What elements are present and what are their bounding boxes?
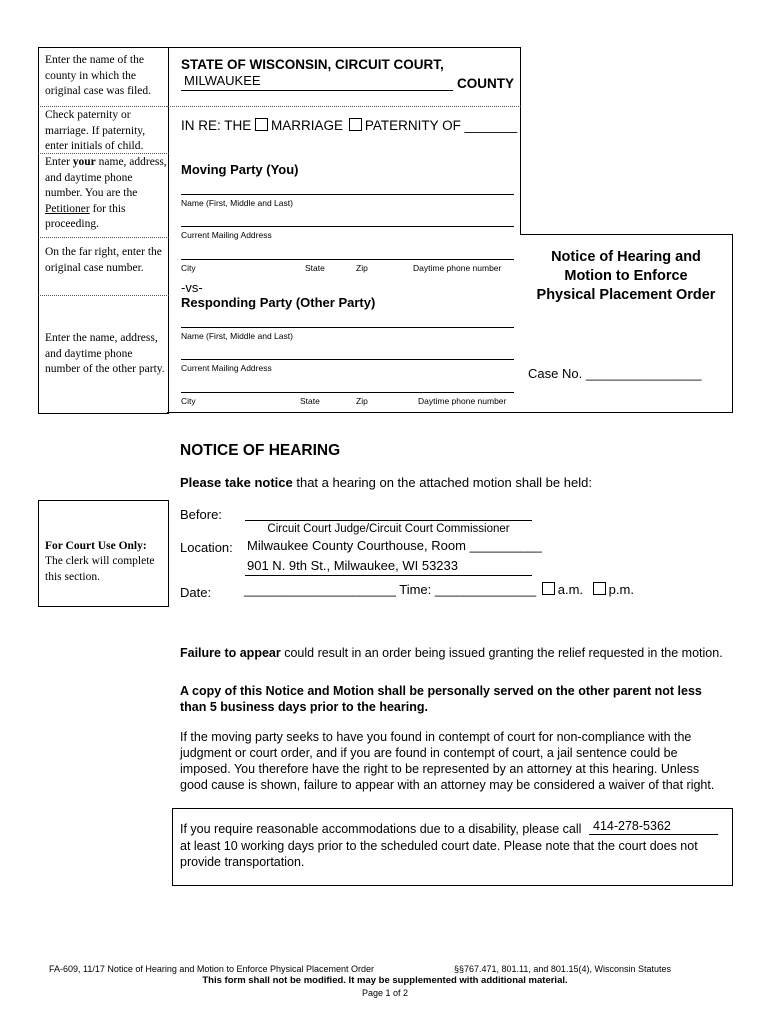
responding-phone-label: Daytime phone number bbox=[418, 396, 507, 406]
responding-name-field[interactable] bbox=[181, 327, 514, 328]
document-title: Notice of Hearing and Motion to Enforce Physical Placement Order bbox=[536, 249, 716, 303]
caption-top-border bbox=[167, 47, 521, 48]
moving-address-label: Current Mailing Address bbox=[181, 230, 272, 240]
pm-checkbox[interactable] bbox=[593, 582, 606, 595]
responding-state-label: State bbox=[300, 396, 320, 406]
accommodation-line1: If you require reasonable accommodations due to a disability, please call bbox=[180, 822, 582, 836]
responding-name-label: Name (First, Middle and Last) bbox=[181, 331, 293, 341]
time-label: Time: bbox=[399, 582, 432, 597]
address-underline bbox=[245, 575, 532, 576]
judge-caption: Circuit Court Judge/Circuit Court Commissioner bbox=[267, 523, 510, 535]
responding-city-label: City bbox=[181, 396, 196, 406]
county-field[interactable]: MILWAUKEE bbox=[184, 73, 261, 88]
time-field[interactable]: ______________ bbox=[434, 582, 537, 597]
note-case-number: On the far right, enter the original case number. bbox=[45, 246, 162, 274]
before-field[interactable] bbox=[245, 520, 532, 521]
caption-divider bbox=[520, 47, 521, 234]
case-number-field[interactable]: ________________ bbox=[585, 366, 702, 381]
moving-name-label: Name (First, Middle and Last) bbox=[181, 198, 293, 208]
court-heading: STATE OF WISCONSIN, CIRCUIT COURT, bbox=[181, 57, 444, 72]
moving-zip-label: Zip bbox=[356, 263, 368, 273]
location-field[interactable]: Milwaukee County Courthouse, Room __________ bbox=[247, 538, 542, 553]
date-label: Date: bbox=[180, 585, 212, 600]
moving-city-label: City bbox=[181, 263, 196, 273]
note-other-party: Enter the name, address, and daytime phone number of the other party. bbox=[45, 332, 165, 375]
moving-phone-label: Daytime phone number bbox=[413, 263, 502, 273]
responding-party-title: Responding Party (Other Party) bbox=[181, 295, 376, 310]
paternity-checkbox[interactable] bbox=[349, 118, 362, 131]
responding-address-label: Current Mailing Address bbox=[181, 363, 272, 373]
moving-address-field[interactable] bbox=[181, 226, 514, 227]
county-label: COUNTY bbox=[457, 76, 514, 91]
divider bbox=[38, 295, 169, 296]
caption-right-edge bbox=[732, 234, 733, 412]
court-use-title: For Court Use Only: bbox=[45, 540, 147, 552]
case-number: Case No. ________________ bbox=[528, 366, 702, 381]
accommodation-phone[interactable]: 414-278-5362 bbox=[593, 819, 671, 833]
in-re-line: IN RE: THE MARRIAGE PATERNITY OF _______ bbox=[181, 118, 518, 133]
note-county: Enter the name of the county in which the original case was filed. bbox=[45, 54, 152, 97]
modification-warning: This form shall not be modified. It may be supplemented with additional material. bbox=[202, 975, 568, 986]
divider bbox=[167, 106, 521, 107]
date-field[interactable]: _____________________ bbox=[244, 582, 396, 597]
caption-bottom-border bbox=[167, 412, 733, 413]
moving-name-field[interactable] bbox=[181, 194, 514, 195]
versus: -vs- bbox=[181, 280, 203, 295]
phone-underline bbox=[589, 834, 718, 835]
court-use-text: The clerk will complete this section. bbox=[45, 555, 155, 583]
date-time-line: _____________________ Time: ______________ a.m. p.m. bbox=[244, 582, 634, 597]
notice-intro: Please take notice that a hearing on the attached motion shall be held: bbox=[180, 475, 592, 490]
copy-notice: A copy of this Notice and Motion shall be personally served on the other parent not less than 5 business days prior to the hearing. bbox=[180, 684, 702, 714]
caption-right-border bbox=[520, 234, 732, 235]
moving-party-title: Moving Party (You) bbox=[181, 162, 299, 177]
notice-heading: NOTICE OF HEARING bbox=[180, 442, 341, 459]
statutes: §§767.471, 801.11, and 801.15(4), Wisconsin Statutes bbox=[454, 964, 671, 974]
responding-city-field[interactable] bbox=[181, 392, 514, 393]
moving-state-label: State bbox=[305, 263, 325, 273]
divider bbox=[38, 237, 169, 238]
note-petitioner: Enter your name, address, and daytime phone number. You are the Petitioner for this proceeding. bbox=[45, 156, 167, 230]
page-number: Page 1 of 2 bbox=[361, 988, 409, 998]
note-paternity: Check paternity or marriage. If paternity, enter initials of child. bbox=[45, 109, 146, 152]
accommodation-rest: at least 10 working days prior to the scheduled court date. Please note that the court does not provide transportation. bbox=[180, 839, 698, 869]
responding-zip-label: Zip bbox=[356, 396, 368, 406]
failure-to-appear: Failure to appear could result in an order being issued granting the relief requested in the motion. bbox=[180, 646, 723, 660]
contempt-paragraph: If the moving party seeks to have you found in contempt of court for non-compliance with the judgment or court order, and if you are found in contempt of court, a jail sentence could be imposed. You therefore have the right to be represented by an attorney at this hearing. Unless good cause is shown, failure to appear with an attorney may be considered a waiver of that right. bbox=[180, 730, 715, 792]
divider bbox=[38, 106, 169, 107]
before-label: Before: bbox=[180, 507, 222, 522]
room-field[interactable]: __________ bbox=[469, 538, 542, 553]
county-underline bbox=[181, 90, 453, 91]
marriage-checkbox[interactable] bbox=[255, 118, 268, 131]
location-label: Location: bbox=[180, 540, 233, 555]
moving-city-field[interactable] bbox=[181, 259, 514, 260]
responding-address-field[interactable] bbox=[181, 359, 514, 360]
form-id: FA-609, 11/17 Notice of Hearing and Motion to Enforce Physical Placement Order bbox=[49, 964, 375, 974]
am-checkbox[interactable] bbox=[542, 582, 555, 595]
paternity-initials-field[interactable]: _______ bbox=[464, 118, 518, 133]
address-field[interactable]: 901 N. 9th St., Milwaukee, WI 53233 bbox=[247, 558, 458, 573]
